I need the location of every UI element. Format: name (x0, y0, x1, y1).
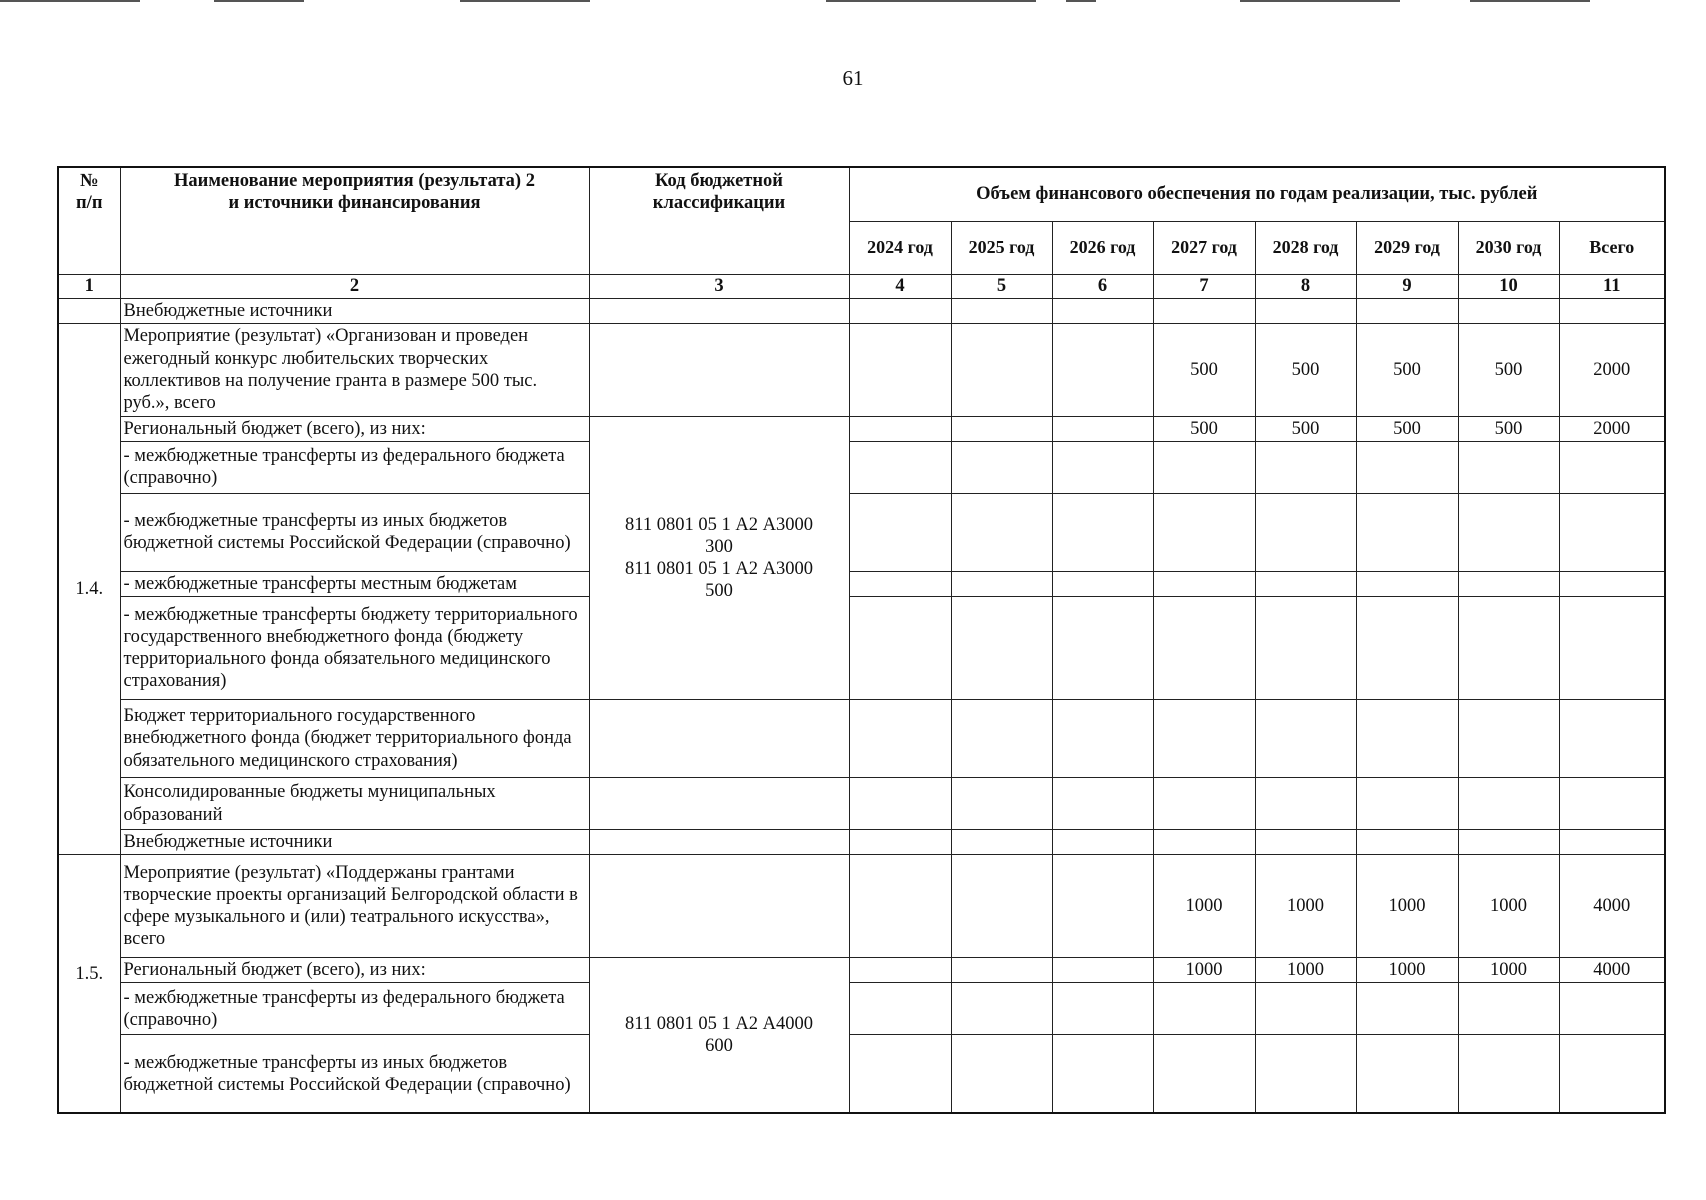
table-row (58, 441, 1665, 493)
column-number: 7 (1153, 274, 1255, 298)
row-name: - межбюджетные трансферты из федерального бюджета (справочно) (120, 441, 589, 493)
header-name-line1: Наименование мероприятия (результата) 2 (174, 171, 535, 191)
header-row (58, 167, 1665, 221)
value-cell: 2000 (1559, 416, 1665, 441)
empty-cell (1559, 700, 1665, 778)
empty-cell (849, 983, 951, 1035)
value-cell (849, 323, 951, 416)
scan-artifact-line (826, 0, 1036, 2)
empty-cell (1255, 571, 1356, 596)
column-number: 8 (1255, 274, 1356, 298)
row-number: 1.4. (58, 323, 120, 855)
table-row (58, 983, 1665, 1035)
table-row (58, 958, 1665, 983)
header-code (589, 167, 849, 274)
column-number: 1 (58, 274, 120, 298)
column-number: 11 (1559, 274, 1665, 298)
header-year-2026: 2026 год (1052, 221, 1153, 274)
empty-cell (1458, 597, 1559, 700)
value-cell: 500 (1153, 416, 1255, 441)
budget-code-line: 300 (705, 536, 733, 557)
value-cell (1052, 323, 1153, 416)
empty-cell (951, 571, 1052, 596)
value-cell (951, 416, 1052, 441)
empty-cell (951, 493, 1052, 571)
empty-cell (58, 298, 120, 323)
empty-cell (1255, 441, 1356, 493)
empty-cell (1052, 830, 1153, 855)
empty-cell (849, 597, 951, 700)
empty-cell (1458, 441, 1559, 493)
header-volume: Объем финансового обеспечения по годам реализации, тыс. рублей (849, 167, 1665, 221)
empty-cell (1356, 830, 1458, 855)
empty-cell (589, 855, 849, 958)
empty-cell (1153, 571, 1255, 596)
value-cell: 1000 (1458, 958, 1559, 983)
empty-cell (1356, 571, 1458, 596)
header-name-line2: и источники финансирования (228, 193, 481, 214)
empty-cell (1356, 700, 1458, 778)
row-number-label: 1.5. (75, 963, 104, 984)
empty-cell (1153, 441, 1255, 493)
empty-cell (1255, 597, 1356, 700)
empty-cell (1052, 441, 1153, 493)
empty-cell (1559, 298, 1665, 323)
budget-code-line: 811 0801 05 1 А2 А3000 (625, 558, 813, 579)
empty-cell (1458, 830, 1559, 855)
header-name (120, 167, 589, 274)
scan-artifact-line (460, 0, 590, 2)
column-number: 2 (120, 274, 589, 298)
value-cell: 4000 (1559, 855, 1665, 958)
table-row (58, 416, 1665, 441)
header-code-line1: Код бюджетной (655, 171, 783, 191)
column-number: 5 (951, 274, 1052, 298)
budget-code (589, 958, 849, 1113)
empty-cell (1559, 830, 1665, 855)
scan-artifact-line (1240, 0, 1400, 2)
row-name: Внебюджетные источники (120, 298, 589, 323)
empty-cell (1153, 700, 1255, 778)
empty-cell (1255, 778, 1356, 830)
budget-code-line: 811 0801 05 1 А2 А3000 (625, 514, 813, 535)
empty-cell (1052, 1035, 1153, 1113)
empty-cell (1356, 778, 1458, 830)
empty-cell (951, 441, 1052, 493)
empty-cell (1458, 700, 1559, 778)
row-name: - межбюджетные трансферты из иных бюджетов бюджетной системы Российской Федерации (справочно) (120, 493, 589, 571)
header-year-2030: 2030 год (1458, 221, 1559, 274)
header-num-line1: № (79, 171, 99, 191)
row-name: Региональный бюджет (всего), из них: (120, 416, 589, 441)
header-num-line2: п/п (76, 193, 103, 214)
table-row (58, 298, 1665, 323)
budget-code-line: 500 (705, 581, 733, 602)
table-row (58, 493, 1665, 571)
header-year-2025: 2025 год (951, 221, 1052, 274)
empty-cell (849, 1035, 951, 1113)
empty-cell (1356, 298, 1458, 323)
value-cell (849, 416, 951, 441)
empty-cell (1052, 597, 1153, 700)
value-cell: 1000 (1153, 958, 1255, 983)
budget-table (57, 166, 1666, 1114)
empty-cell (1153, 298, 1255, 323)
empty-cell (951, 700, 1052, 778)
empty-cell (1255, 1035, 1356, 1113)
empty-cell (849, 493, 951, 571)
empty-cell (1356, 493, 1458, 571)
budget-code-line: 811 0801 05 1 А2 А4000 (625, 1013, 813, 1034)
row-name: Мероприятие (результат) «Организован и проведен ежегодный конкурс любительских творческих коллективов на получение гранта в размере 500 тыс. руб.», всего (120, 323, 589, 416)
value-cell (951, 855, 1052, 958)
value-cell (1052, 416, 1153, 441)
empty-cell (1559, 1035, 1665, 1113)
empty-cell (1559, 778, 1665, 830)
empty-cell (1458, 983, 1559, 1035)
value-cell: 500 (1356, 323, 1458, 416)
empty-cell (1458, 571, 1559, 596)
budget-code-line: 600 (705, 1036, 733, 1057)
table-row (58, 1035, 1665, 1113)
empty-cell (951, 298, 1052, 323)
header-year-2028: 2028 год (1255, 221, 1356, 274)
row-name: Внебюджетные источники (120, 830, 589, 855)
value-cell: 1000 (1458, 855, 1559, 958)
empty-cell (1052, 778, 1153, 830)
column-number: 6 (1052, 274, 1153, 298)
scan-artifact-line (1470, 0, 1590, 2)
scan-artifact-line (1066, 0, 1096, 2)
table-row (58, 855, 1665, 958)
empty-cell (849, 778, 951, 830)
empty-cell (1559, 493, 1665, 571)
value-cell (849, 958, 951, 983)
column-numbers-row (58, 274, 1665, 298)
empty-cell (951, 830, 1052, 855)
table-row (58, 830, 1665, 855)
table-row (58, 597, 1665, 700)
column-number: 10 (1458, 274, 1559, 298)
value-cell (849, 855, 951, 958)
empty-cell (1255, 298, 1356, 323)
empty-cell (1458, 1035, 1559, 1113)
row-name: - межбюджетные трансферты местным бюджетам (120, 571, 589, 596)
value-cell (951, 958, 1052, 983)
empty-cell (1255, 830, 1356, 855)
value-cell: 4000 (1559, 958, 1665, 983)
value-cell (951, 323, 1052, 416)
empty-cell (1356, 1035, 1458, 1113)
empty-cell (1052, 493, 1153, 571)
empty-cell (1255, 700, 1356, 778)
empty-cell (589, 298, 849, 323)
empty-cell (849, 571, 951, 596)
header-code-line2: классификации (652, 193, 786, 214)
empty-cell (1458, 298, 1559, 323)
value-cell: 1000 (1255, 855, 1356, 958)
empty-cell (1458, 493, 1559, 571)
empty-cell (589, 778, 849, 830)
empty-cell (1458, 778, 1559, 830)
row-name: Консолидированные бюджеты муниципальных образований (120, 778, 589, 830)
empty-cell (589, 323, 849, 416)
column-number: 4 (849, 274, 951, 298)
empty-cell (849, 441, 951, 493)
table-row (58, 778, 1665, 830)
value-cell: 2000 (1559, 323, 1665, 416)
empty-cell (1153, 778, 1255, 830)
empty-cell (849, 830, 951, 855)
empty-cell (1052, 983, 1153, 1035)
empty-cell (1559, 983, 1665, 1035)
page-number: 61 (842, 66, 864, 90)
empty-cell (1255, 983, 1356, 1035)
empty-cell (1153, 983, 1255, 1035)
empty-cell (1255, 493, 1356, 571)
header-year-2027: 2027 год (1153, 221, 1255, 274)
empty-cell (1559, 441, 1665, 493)
row-name: - межбюджетные трансферты из иных бюджетов бюджетной системы Российской Федерации (справочно) (120, 1035, 589, 1113)
row-name: Региональный бюджет (всего), из них: (120, 958, 589, 983)
scan-artifact-line (0, 0, 140, 2)
empty-cell (1052, 298, 1153, 323)
value-cell: 500 (1255, 323, 1356, 416)
empty-cell (1356, 983, 1458, 1035)
empty-cell (951, 1035, 1052, 1113)
empty-cell (1356, 597, 1458, 700)
row-number (58, 855, 120, 1113)
empty-cell (1153, 597, 1255, 700)
table-row (58, 700, 1665, 778)
value-cell (1052, 855, 1153, 958)
column-number: 3 (589, 274, 849, 298)
empty-cell (1153, 493, 1255, 571)
empty-cell (849, 700, 951, 778)
empty-cell (1559, 597, 1665, 700)
value-cell: 500 (1458, 323, 1559, 416)
header-year-2029: 2029 год (1356, 221, 1458, 274)
empty-cell (1052, 700, 1153, 778)
row-name: - межбюджетные трансферты бюджету территориального государственного внебюджетного фонда (бюджету территориального фонда обязательного медицинского страхования) (120, 597, 589, 700)
value-cell: 1000 (1356, 855, 1458, 958)
empty-cell (849, 298, 951, 323)
empty-cell (1153, 830, 1255, 855)
header-year-2024: 2024 год (849, 221, 951, 274)
column-number: 9 (1356, 274, 1458, 298)
header-num (58, 167, 120, 274)
empty-cell (1559, 571, 1665, 596)
value-cell: 1000 (1356, 958, 1458, 983)
value-cell: 1000 (1153, 855, 1255, 958)
header-total: Всего (1559, 221, 1665, 274)
row-name: Бюджет территориального государственного внебюджетного фонда (бюджет территориального фонда обязательного медицинского страхования) (120, 700, 589, 778)
budget-code (589, 416, 849, 699)
empty-cell (951, 983, 1052, 1035)
value-cell: 500 (1255, 416, 1356, 441)
row-name: Мероприятие (результат) «Поддержаны грантами творческие проекты организаций Белгородской области в сфере музыкального и (или) театрального искусства», всего (120, 855, 589, 958)
empty-cell (951, 778, 1052, 830)
empty-cell (589, 700, 849, 778)
empty-cell (589, 830, 849, 855)
value-cell: 500 (1356, 416, 1458, 441)
empty-cell (1052, 571, 1153, 596)
empty-cell (951, 597, 1052, 700)
empty-cell (1356, 441, 1458, 493)
table-row (58, 323, 1665, 416)
value-cell (1052, 958, 1153, 983)
scan-artifact-line (214, 0, 304, 2)
row-name: - межбюджетные трансферты из федерального бюджета (справочно) (120, 983, 589, 1035)
value-cell: 500 (1153, 323, 1255, 416)
table-row (58, 571, 1665, 596)
empty-cell (1153, 1035, 1255, 1113)
value-cell: 1000 (1255, 958, 1356, 983)
value-cell: 500 (1458, 416, 1559, 441)
